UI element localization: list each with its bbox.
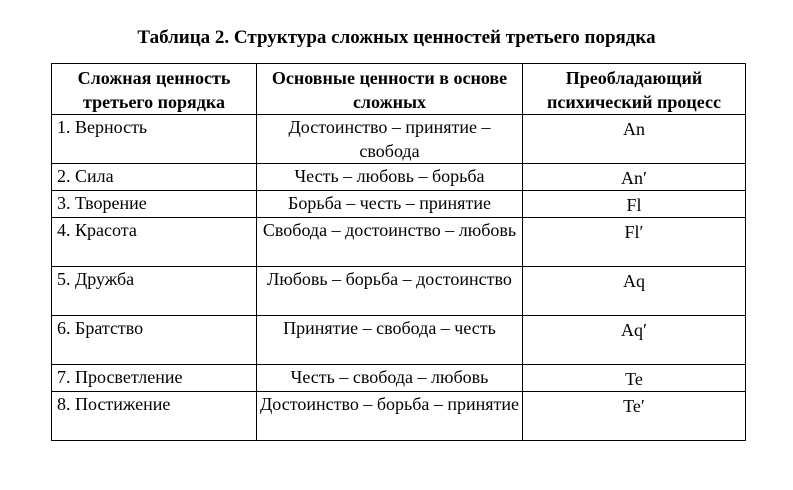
complex-value-cell: 5. Дружба <box>52 267 257 316</box>
basic-values-cell: Любовь – борьба – достоинство <box>257 267 523 316</box>
values-table <box>51 63 746 441</box>
basic-values-cell: Честь – любовь – борьба <box>257 164 523 191</box>
table-row <box>52 191 746 218</box>
table-row <box>52 267 746 316</box>
table-row <box>52 164 746 191</box>
table-row <box>52 115 746 164</box>
mental-process-cell: An′ <box>523 164 746 191</box>
basic-values-cell: Достоинство – борьба – принятие <box>257 392 523 441</box>
complex-value-cell: 6. Братство <box>52 316 257 365</box>
mental-process-cell: An <box>523 115 746 164</box>
table-row <box>52 218 746 267</box>
table-row <box>52 365 746 392</box>
basic-values-cell: Борьба – честь – принятие <box>257 191 523 218</box>
header-mental-process: Преобладающий психический процесс <box>523 64 746 115</box>
header-row <box>52 64 746 115</box>
mental-process-cell: Fl′ <box>523 218 746 267</box>
complex-value-cell: 3. Творение <box>52 191 257 218</box>
complex-value-cell: 8. Постижение <box>52 392 257 441</box>
complex-value-cell: 4. Красота <box>52 218 257 267</box>
complex-value-cell: 1. Верность <box>52 115 257 164</box>
table-caption: Таблица 2. Структура сложных ценностей третьего порядка <box>137 27 656 48</box>
mental-process-cell: Te′ <box>523 392 746 441</box>
header-basic-values: Основные ценности в основе сложных <box>257 64 523 115</box>
complex-value-cell: 7. Просветление <box>52 365 257 392</box>
mental-process-cell: Aq′ <box>523 316 746 365</box>
complex-value-cell: 2. Сила <box>52 164 257 191</box>
mental-process-cell: Fl <box>523 191 746 218</box>
mental-process-cell: Te <box>523 365 746 392</box>
table-row <box>52 392 746 441</box>
table-row <box>52 316 746 365</box>
basic-values-cell: Честь – свобода – любовь <box>257 365 523 392</box>
header-complex-value: Сложная ценность третьего порядка <box>52 64 257 115</box>
basic-values-cell: Достоинство – принятие – свобода <box>257 115 523 164</box>
mental-process-cell: Aq <box>523 267 746 316</box>
basic-values-cell: Принятие – свобода – честь <box>257 316 523 365</box>
basic-values-cell: Свобода – достоинство – любовь <box>257 218 523 267</box>
